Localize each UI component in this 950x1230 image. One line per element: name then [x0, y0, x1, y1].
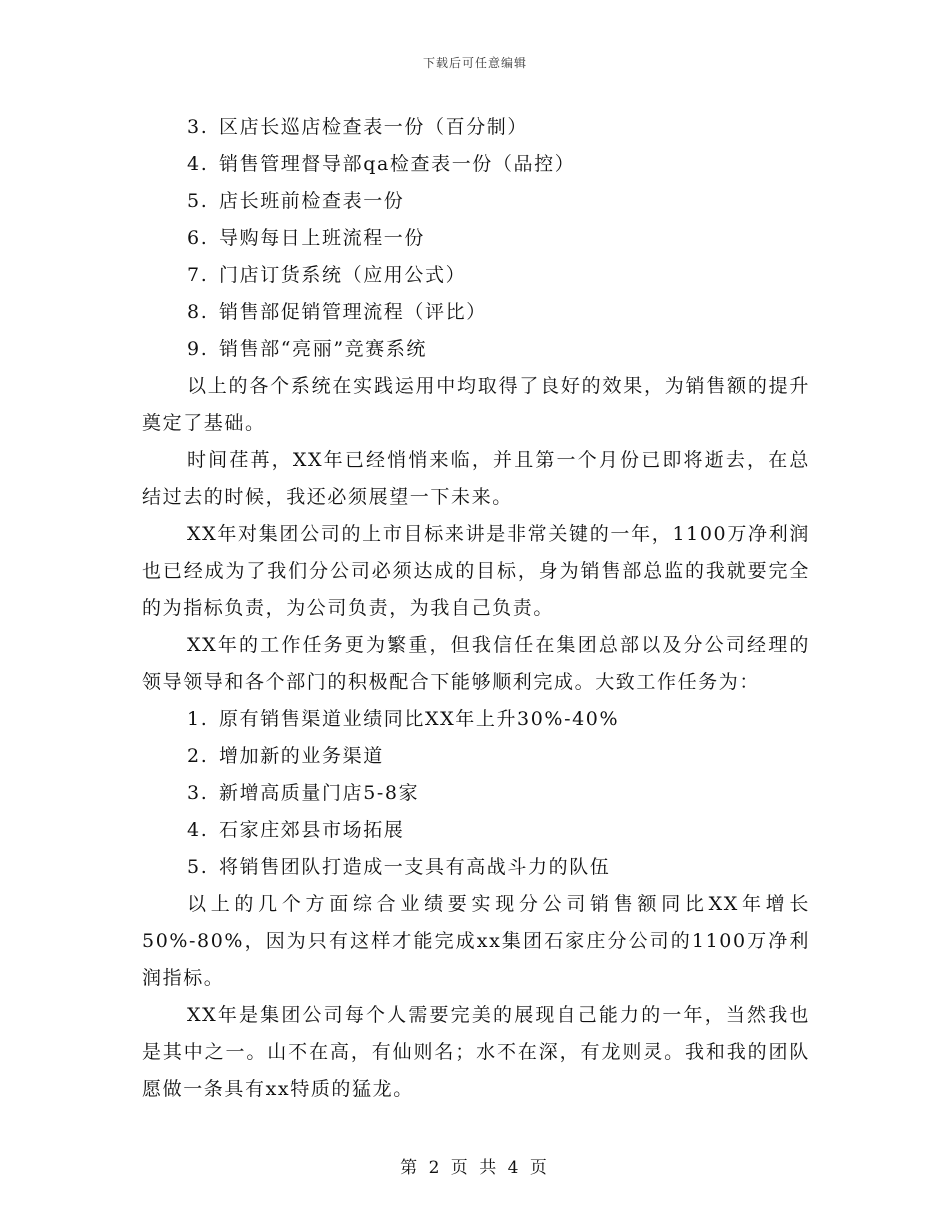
list-text: 将销售团队打造成一支具有高战斗力的队伍	[219, 856, 611, 878]
list-item	[142, 257, 810, 294]
list-text: 新增高质量门店5-8家	[219, 782, 420, 804]
list-number: 8.	[187, 301, 209, 323]
list-number: 2.	[187, 745, 209, 767]
list-item	[142, 220, 810, 257]
list-number: 1.	[187, 708, 209, 730]
list-item	[142, 109, 810, 146]
list-number: 6.	[187, 227, 209, 249]
list-text: 石家庄郊县市场拓展	[219, 819, 405, 841]
list-number: 7.	[187, 264, 209, 286]
list-text: 增加新的业务渠道	[219, 745, 384, 767]
paragraph: XX年对集团公司的上市目标来讲是非常关键的一年，1100万净利润也已经成为了我们分公司必须达成的目标，身为销售部总监的我就要完全的为指标负责，为公司负责，为我自己负责。	[142, 523, 810, 619]
list-number: 4.	[187, 819, 209, 841]
list-item	[142, 294, 810, 331]
list-number: 5.	[187, 190, 209, 212]
list-number: 3.	[187, 782, 209, 804]
page-header: 下载后可任意编辑	[422, 56, 527, 70]
list-text: 销售部“亮丽”竞赛系统	[219, 338, 428, 360]
list-item	[142, 849, 810, 886]
list-text: 门店订货系统（应用公式）	[219, 264, 467, 286]
list-item	[142, 812, 810, 849]
list-item	[142, 701, 810, 738]
document-body	[142, 109, 810, 1108]
list-item	[142, 775, 810, 812]
list-number: 9.	[187, 338, 209, 360]
paragraph: XX年的工作任务更为繁重，但我信任在集团总部以及分公司经理的领导领导和各个部门的积极配合下能够顺利完成。大致工作任务为：	[142, 634, 810, 693]
list-number: 4.	[187, 153, 209, 175]
paragraph: 以上的几个方面综合业绩要实现分公司销售额同比XX年增长50%-80%，因为只有这样才能完成xx集团石家庄分公司的1100万净利润指标。	[142, 893, 810, 989]
list-number: 3.	[187, 116, 209, 138]
list-number: 5.	[187, 856, 209, 878]
list-item	[142, 331, 810, 368]
list-text: 店长班前检查表一份	[219, 190, 405, 212]
paragraph: 时间荏苒，XX年已经悄悄来临，并且第一个月份已即将逝去，在总结过去的时候，我还必须展望一下未来。	[142, 449, 810, 508]
list-text: 销售管理督导部qa检查表一份（品控）	[219, 153, 576, 175]
paragraph: 以上的各个系统在实践运用中均取得了良好的效果，为销售额的提升奠定了基础。	[142, 375, 810, 434]
page-number-footer: 第 2 页 共 4 页	[400, 1158, 550, 1178]
list-item	[142, 738, 810, 775]
list-text: 导购每日上班流程一份	[219, 227, 426, 249]
list-text: 区店长巡店检查表一份（百分制）	[219, 116, 529, 138]
list-item	[142, 183, 810, 220]
list-item	[142, 146, 810, 183]
paragraph: XX年是集团公司每个人需要完美的展现自己能力的一年，当然我也是其中之一。山不在高，有仙则名；水不在深，有龙则灵。我和我的团队愿做一条具有xx特质的猛龙。	[142, 1004, 810, 1100]
list-text: 销售部促销管理流程（评比）	[219, 301, 487, 323]
list-text: 原有销售渠道业绩同比XX年上升30%-40%	[219, 708, 620, 730]
